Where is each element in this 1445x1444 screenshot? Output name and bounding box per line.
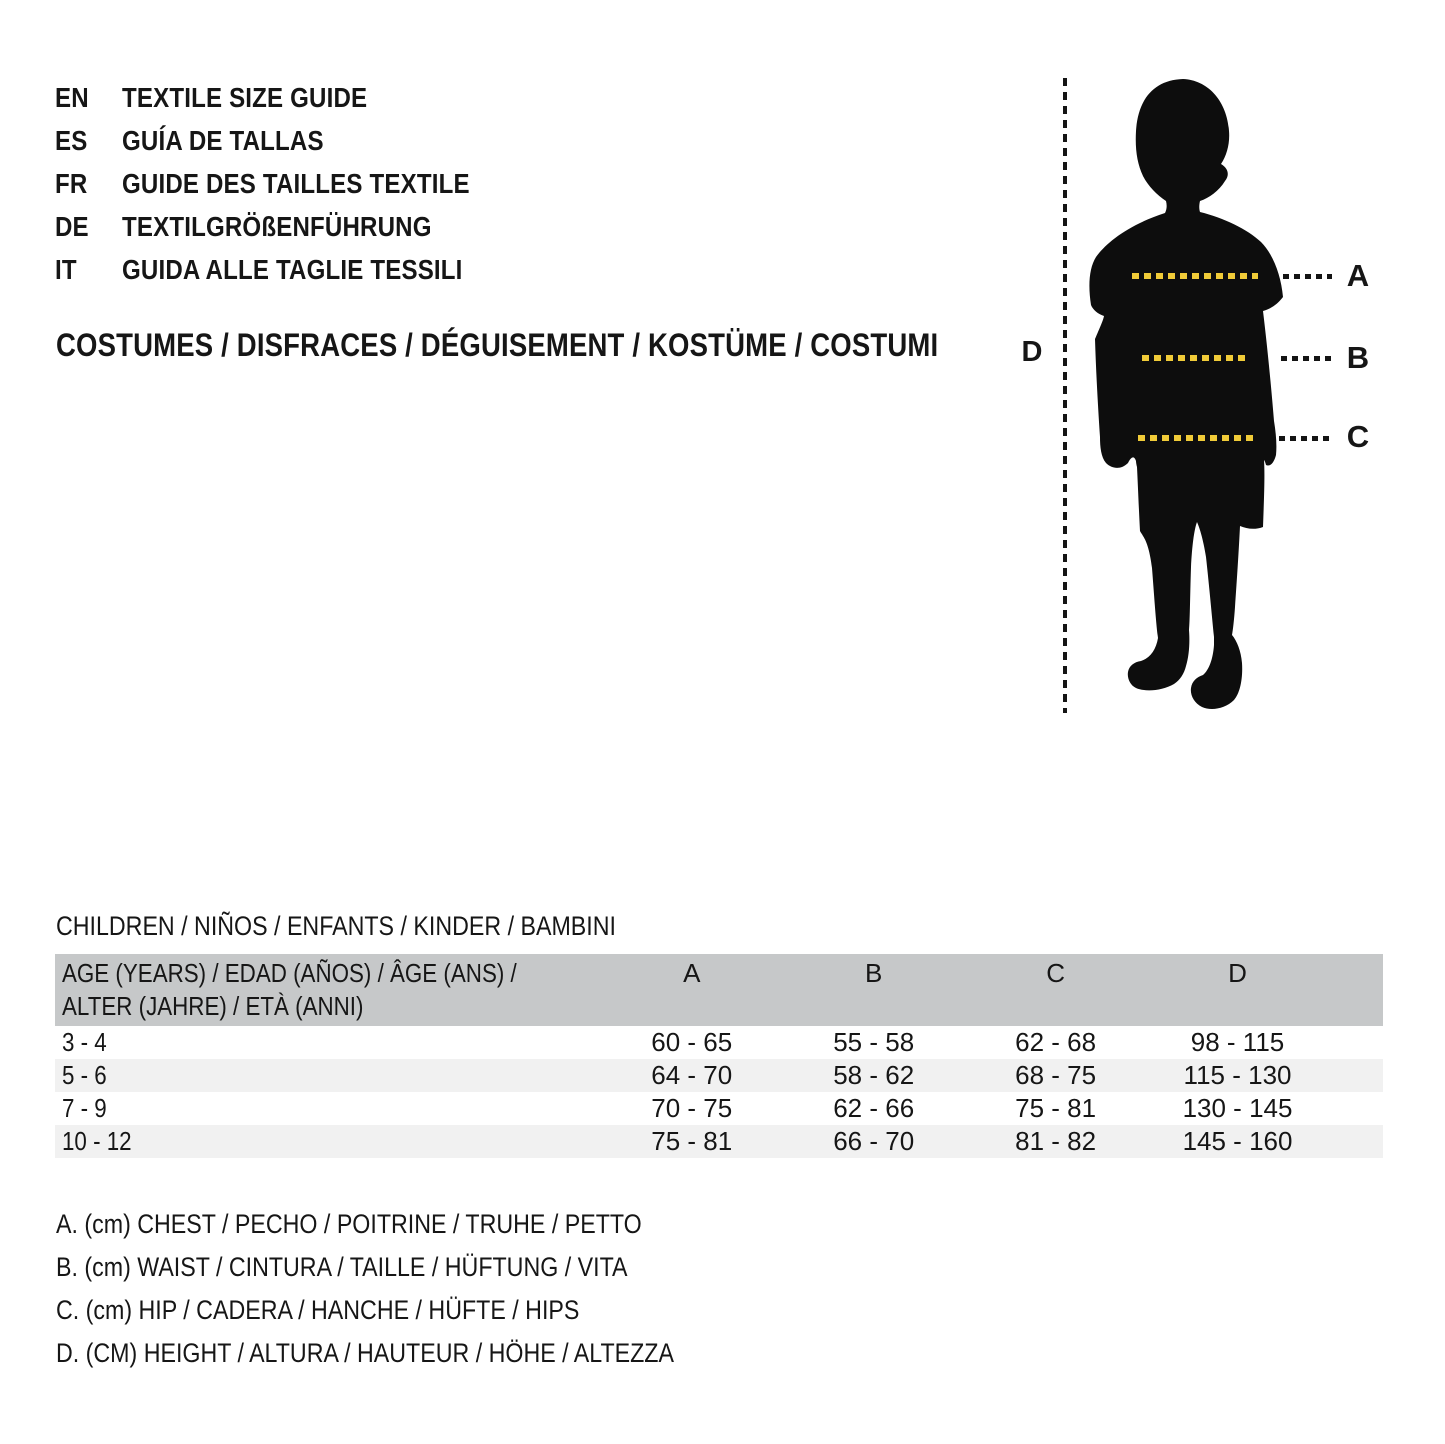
hip-label-c: C [1346, 419, 1370, 454]
language-row-en [55, 76, 526, 119]
hip-cell: 68 - 75 [1015, 1060, 1097, 1090]
child-silhouette-figure [1088, 77, 1288, 715]
table-row [55, 1125, 1383, 1158]
table-row [55, 1026, 1383, 1059]
section-title-children: CHILDREN / NIÑOS / ENFANTS / KINDER / BAMBINI [56, 911, 616, 941]
hip-cell: 62 - 68 [1015, 1027, 1097, 1057]
measurement-legend [56, 1203, 775, 1375]
waist-cell: 58 - 62 [833, 1060, 915, 1090]
chest-label-a: A [1346, 258, 1370, 293]
height-label-d: D [1021, 336, 1043, 368]
age-column-header: AGE (YEARS) / EDAD (AÑOS) / ÂGE (ANS) / ALTER (JAHRE) / ETÀ (ANNI) [62, 958, 517, 1021]
language-code: FR [55, 167, 88, 199]
hip-dashed-line-black [1279, 436, 1332, 441]
column-header-b: B [865, 958, 883, 988]
chest-cell: 64 - 70 [651, 1060, 733, 1090]
language-row-es [55, 119, 526, 162]
column-header-c: C [1046, 958, 1065, 988]
hip-dashed-line-yellow [1138, 435, 1255, 441]
category-heading: COSTUMES / DISFRACES / DÉGUISEMENT / KOSTÜME / COSTUMI [56, 327, 939, 363]
language-title: GUIDE DES TAILLES TEXTILE [122, 167, 470, 199]
language-row-fr [55, 162, 526, 205]
height-cell: 98 - 115 [1190, 1027, 1285, 1057]
language-title: TEXTILGRÖßENFÜHRUNG [122, 210, 432, 242]
chest-cell: 70 - 75 [651, 1093, 733, 1123]
chest-cell: 75 - 81 [651, 1126, 733, 1156]
waist-dashed-line-yellow [1142, 355, 1248, 361]
language-row-it [55, 248, 526, 291]
language-code: ES [55, 124, 88, 156]
column-header-d: D [1228, 958, 1247, 988]
waist-cell: 66 - 70 [833, 1126, 915, 1156]
legend-hip: C. (cm) HIP / CADERA / HANCHE / HÜFTE / HIPS [56, 1295, 580, 1325]
age-cell: 5 - 6 [62, 1060, 107, 1090]
legend-height: D. (CM) HEIGHT / ALTURA / HAUTEUR / HÖHE / ALTEZZA [56, 1338, 674, 1368]
age-cell: 3 - 4 [62, 1027, 107, 1057]
language-code: DE [55, 210, 89, 242]
language-code: IT [55, 253, 77, 285]
chest-dashed-line-yellow [1132, 273, 1258, 279]
language-list [55, 76, 526, 291]
age-cell: 7 - 9 [62, 1093, 107, 1123]
language-row-de [55, 205, 526, 248]
waist-label-b: B [1346, 340, 1370, 375]
chest-cell: 60 - 65 [651, 1027, 733, 1057]
chest-dashed-line-black [1283, 274, 1332, 279]
height-cell: 115 - 130 [1183, 1060, 1292, 1090]
age-cell: 10 - 12 [62, 1126, 132, 1156]
waist-cell: 55 - 58 [833, 1027, 915, 1057]
language-title: TEXTILE SIZE GUIDE [122, 81, 368, 113]
table-row [55, 1092, 1383, 1125]
language-code: EN [55, 81, 89, 113]
height-measure-dotted-line [1063, 78, 1067, 713]
language-title: GUIDA ALLE TAGLIE TESSILI [122, 253, 463, 285]
legend-waist: B. (cm) WAIST / CINTURA / TAILLE / HÜFTUNG / VITA [56, 1252, 628, 1282]
hip-cell: 75 - 81 [1015, 1093, 1097, 1123]
size-table [55, 954, 1383, 1158]
waist-dashed-line-black [1281, 356, 1332, 361]
hip-cell: 81 - 82 [1015, 1126, 1097, 1156]
waist-cell: 62 - 66 [833, 1093, 915, 1123]
height-cell: 130 - 145 [1182, 1093, 1293, 1123]
column-header-a: A [683, 958, 701, 988]
height-cell: 145 - 160 [1182, 1126, 1293, 1156]
legend-chest: A. (cm) CHEST / PECHO / POITRINE / TRUHE / PETTO [56, 1209, 642, 1239]
language-title: GUÍA DE TALLAS [122, 124, 324, 156]
table-row [55, 1059, 1383, 1092]
size-table-header-row [55, 954, 1383, 1026]
